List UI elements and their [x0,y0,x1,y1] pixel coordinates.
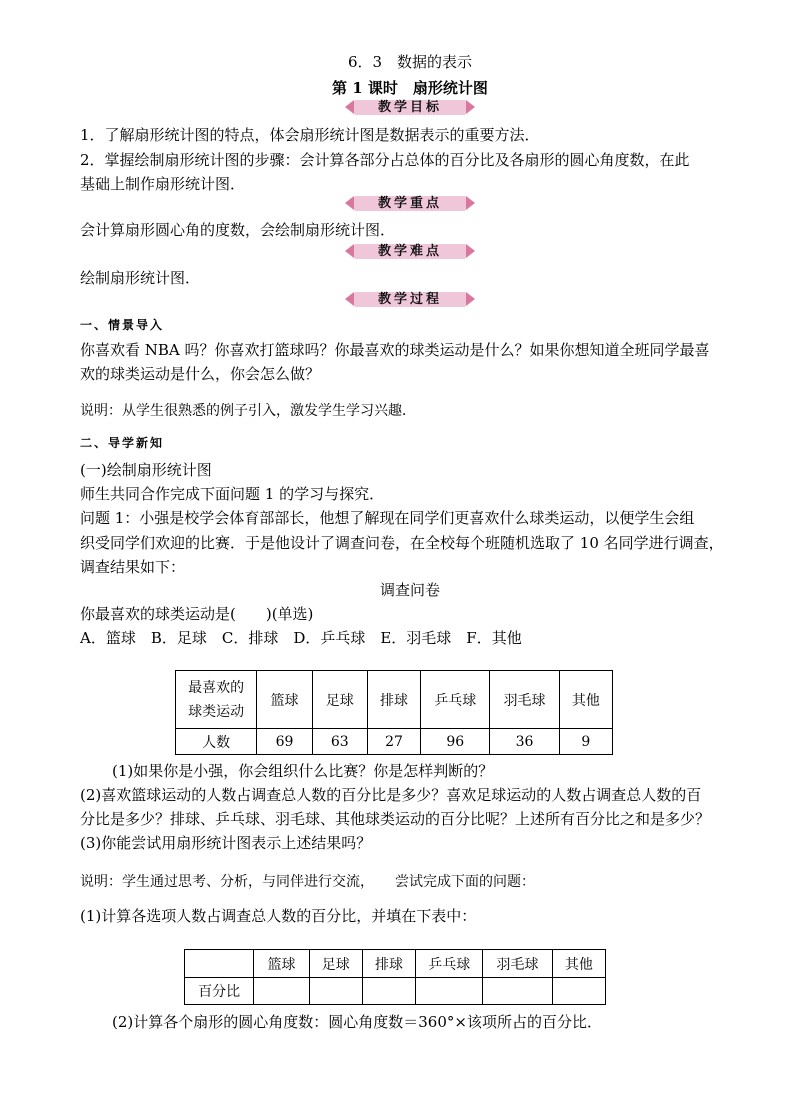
survey-options: A．篮球 B．足球 C．排球 D．乒乓球 E．羽毛球 F．其他 [80,629,522,647]
question-3: (3)你能尝试用扇形统计图表示上述结果吗？ [80,834,372,852]
table-cell: 乒乓球 [421,671,490,729]
table-cell: 27 [367,729,420,755]
table-header-cell: 人数 [176,729,257,755]
table-cell: 其他 [559,671,612,729]
banner-label: 教学难点 [377,244,442,259]
goal-item-2-line1: 2．掌握绘制扇形统计图的步骤：会计算各部分占总体的百分比及各扇形的圆心角度数，在此 [80,151,690,169]
percentage-input-cell[interactable] [309,978,362,1005]
table-cell: 羽毛球 [483,950,552,978]
intro-note: 说明：从学生很熟悉的例子引入，激发学生学习兴趣． [80,403,416,419]
table-cell: 足球 [309,950,362,978]
banner-teaching-process [345,291,475,308]
banner-difficulties [345,243,475,260]
step-1-instruction: (1)计算各选项人数占调查总人数的百分比，并填在下表中： [80,907,477,925]
header-line: 最喜欢的 [188,679,245,696]
survey-question: 你最喜欢的球类运动是( )(单选) [80,605,314,623]
table-cell: 36 [490,729,559,755]
table-cell: 羽毛球 [490,671,559,729]
goal-item-1: 1．了解扇形统计图的特点，体会扇形统计图是数据表示的重要方法． [80,126,540,144]
table-cell: 排球 [362,950,415,978]
percentage-input-cell[interactable] [552,978,605,1005]
table-cell: 篮球 [257,671,312,729]
question-1: (1)如果你是小强，你会组织什么比赛？你是怎样判断的？ [112,762,494,780]
table-cell: 乒乓球 [416,950,483,978]
problem-1-line3: 调查结果如下： [80,558,186,576]
lesson-subtitle: 第 1 课时 扇形统计图 [332,79,488,97]
banner-teaching-goals [345,99,475,116]
section-heading-new-knowledge: 二、导学新知 [80,436,165,450]
table-header-cell: 百分比 [185,978,254,1005]
banner-key-points [345,195,475,212]
problem-1-line2: 织受同学们欢迎的比赛．于是他设计了调查问卷，在全校每个班随机选取了 10 名同学进行调查， [80,534,724,552]
table-row [176,729,613,755]
percentage-input-cell[interactable] [362,978,415,1005]
difficulties-text: 绘制扇形统计图． [80,269,201,287]
section-heading-intro: 一、情景导入 [80,318,165,332]
table-row [185,978,606,1005]
question-2-line2: 分比是多少？排球、乒乓球、羽毛球、其他球类运动的百分比呢？上述所有百分比之和是多少？ [80,810,711,828]
table-row [185,950,606,978]
collab-intro: 师生共同合作完成下面问题 1 的学习与探究． [80,485,385,503]
discussion-note: 说明：学生通过思考、分析，与同伴进行交流， 尝试完成下面的问题： [80,874,535,890]
survey-title: 调查问卷 [379,581,440,599]
key-points-text: 会计算扇形圆心角的度数，会绘制扇形统计图． [80,221,396,239]
percentage-input-cell[interactable] [416,978,483,1005]
table-cell: 9 [559,729,612,755]
table-cell: 足球 [312,671,367,729]
sub-heading-draw-pie: (一)绘制扇形统计图 [80,461,212,479]
table-cell: 63 [312,729,367,755]
table-cell-empty [185,950,254,978]
table-cell: 96 [421,729,490,755]
banner-label: 教学目标 [377,100,442,115]
intro-paragraph-line2: 欢的球类运动是什么，你会怎么做？ [80,365,321,383]
table-header-cell [176,671,257,729]
goal-item-2-line2: 基础上制作扇形统计图． [80,175,246,193]
header-line: 球类运动 [188,703,245,720]
percentage-input-cell[interactable] [254,978,309,1005]
problem-1-line1: 问题 1：小强是校学会体育部部长，他想了解现在同学们更喜欢什么球类运动，以便学生会组 [80,509,695,527]
intro-paragraph-line1: 你喜欢看 NBA 吗？你喜欢打篮球吗？你最喜欢的球类运动是什么？如果你想知道全班同学最喜 [80,341,710,359]
banner-label: 教学重点 [377,196,442,211]
table-cell: 篮球 [254,950,309,978]
table-cell: 其他 [552,950,605,978]
table-cell: 排球 [367,671,420,729]
question-2-line1: (2)喜欢篮球运动的人数占调查总人数的百分比是多少？喜欢足球运动的人数占调查总人数的百 [80,786,702,804]
banner-label: 教学过程 [377,292,442,307]
percentage-table [184,949,606,1005]
percentage-input-cell[interactable] [483,978,552,1005]
step-2-instruction: (2)计算各个扇形的圆心角度数：圆心角度数＝360°×该项所占的百分比． [112,1013,602,1031]
table-cell: 69 [257,729,312,755]
table-row [176,671,613,729]
page-title: 6．3 数据的表示 [347,53,473,71]
survey-results-table [175,670,613,755]
